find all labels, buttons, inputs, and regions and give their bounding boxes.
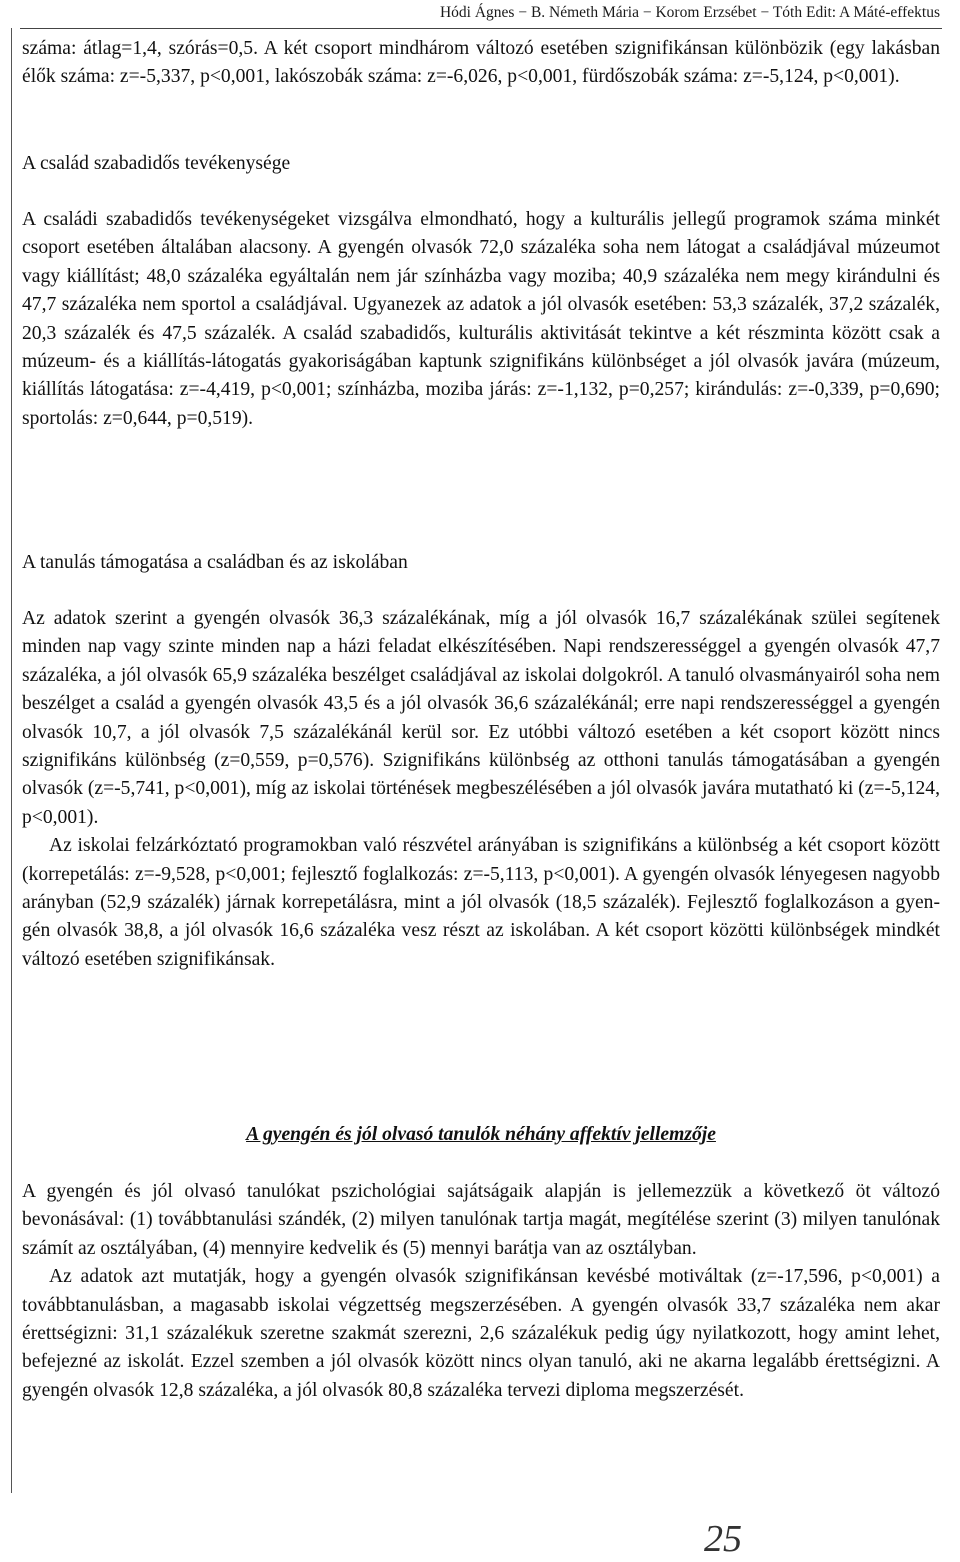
running-header: Hódi Ágnes − B. Németh Mária − Korom Erzsébet − Tóth Edit: A Máté-effektus: [439, 4, 940, 21]
support-heading: A tanulás támogatása a családban és az iskolában: [22, 552, 408, 573]
affective-paragraph-2: Az adatok azt mutatják, hogy a gyengén olvasók szignifikánsan kevésbé motiváltak (z=-17,596, p<0,001) a továbbtanulásban, a magasabb iskolai végzettség megszerzésében. A gyengén olvasók 33,7 százaléka nem akar érettségizni: 31,1 százalékuk szeretne szakmát szerezni, 2,6 százalékuk pedig úgy nyilatkozott, hogy amint lehet, befejezné az iskolát. Ezzel szemben a jól olvasók között nincs olyan tanuló, aki ne akarna legalább érettségizni. A gyengén olvasók 12,8 százaléka, a jól olvasók 80,8 százaléka tervezi diploma megszerzését.: [22, 1266, 940, 1401]
affective-text: [22, 1178, 940, 1405]
leisure-heading: A család szabadidős tevékenysége: [22, 153, 291, 174]
support-text: [22, 605, 940, 974]
leisure-paragraph: A családi szabadidős tevékenységeket vizsgálva elmondható, hogy a kulturális jellegű programok száma minkét csoport esetében általában alacsony. A gyengén olvasók 72,0 százaléka soha nem látogat a családjával múzeumot vagy kiállítást; 48,0 százaléka egyáltalán nem jár színházba vagy moziba; 40,9 százaléka nem megy kirándulni és 47,7 százaléka nem sportol a családjával. Ugyanezek az adatok a jól olvasók esetében: 53,3 százalék, 37,2 százalék, 20,3 százalék és 47,5 százalék. A család szabadidős, kulturális aktivitását tekintve a két részminta között csak a múzeum- és a kiállítás-látogatás gyakoriságában kaptunk szignifikáns különbséget a jól olvasók javára (múzeum, kiállítás látogatása: z=-4,419, p<0,001; színházba, moziba járás: z=-1,132, p=0,257; kirándulás: z=-0,339, p=0,690; sportolás: z=0,644, p=0,519).: [22, 209, 940, 429]
intro-text: [22, 35, 940, 92]
affective-paragraph-1: A gyengén és jól olvasó tanulókat pszichológiai sajátságaik alapján is jellemezzük a következő öt változó bevonásával: (1) továbbtanulási szándék, (2) milyen tanulónak tartja magát, megítélése szerint (3) milyen tanulónak számít az osztályában, (4) mennyire kedvelik és (5) mennyi barátja van az osztályban.: [22, 1181, 940, 1259]
affective-heading: A gyengén és jól olvasó tanulók néhány affektív jellemzője: [246, 1124, 716, 1145]
leisure-text: [22, 206, 940, 433]
intro-paragraph: száma: átlag=1,4, szórás=0,5. A két csoport mindhárom változó esetében szignifikánsan különbözik (egy lakásban élők száma: z=-5,337, p<0,001, lakószobák száma: z=-6,026, p<0,001, fürdőszobák száma: z=-5,124, p<0,001).: [22, 38, 940, 88]
support-paragraph-1: Az adatok szerint a gyengén olvasók 36,3 százalékának, míg a jól olvasók 16,7 százalékának szülei segítenek minden nap vagy szinte minden nap a házi feladat elkészítésében. Napi rendszerességgel a gyengén olvasók 47,7 százaléka, a jól olvasók 65,9 százaléka beszélget családjával az iskolai dolgokról. A tanuló olvasmányairól soha nem beszélget a család a gyengén olvasók 43,5 és a jól olvasók 36,6 százalékánál; erre napi rendszerességgel a gyengén olvasók 10,7, a jól olvasók 7,5 százalékánál kerül sor. Ez utóbbi változó esetében a két csoport között nincs szignifikáns különbség (z=0,559, p=0,576). Szignifikáns különbség az otthoni tanulás támogatásában a gyengén olvasók (z=-5,741, p<0,001), míg az iskolai történések megbeszélésében a jól olvasók javára mutatható ki (z=-5,124, p<0,001).: [22, 608, 940, 828]
header-rule: [20, 28, 942, 29]
margin-rule: [11, 28, 12, 1493]
support-paragraph-2: Az iskolai felzárkóztató programokban való részvétel arányában is szignifikáns a különbség a két csoport között (korrepetálás: z=-9,528, p<0,001; fejlesztő foglalkozás: z=-5,113, p<0,001). A gyengén olvasók lényegesen nagyobb arányban (52,9 százalék) járnak korrepetálásra, mint a jól olvasók (18,5 százalék). Fejlesztő foglalkozáson a gyengén olvasók 38,8, a jól olvasók 16,6 százaléka vesz részt az iskolában. A két csoport közötti különbségek mindkét változó esetében szignifikánsak.: [22, 835, 940, 970]
page-number: 25: [704, 1518, 742, 1560]
